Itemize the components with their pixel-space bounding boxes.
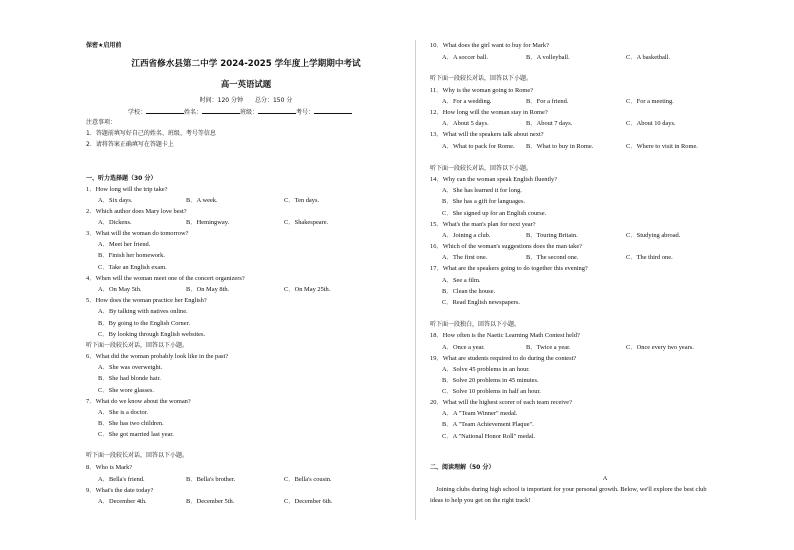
option-a[interactable]: A．A soccer ball. xyxy=(442,54,488,61)
option-c[interactable]: C．Once every two years. xyxy=(626,344,694,351)
option-b[interactable]: B．Finish her homework. xyxy=(98,252,165,259)
option-a[interactable]: A．A "Team Winner" medal. xyxy=(442,410,518,417)
option-b[interactable]: B．She has a gift for languages. xyxy=(442,198,526,205)
question-stem: 14．Why can the woman speak English fluently? xyxy=(430,176,558,183)
exam-title: 江西省修水县第二中学 2024-2025 学年度上学期期中考试 xyxy=(131,59,361,69)
option-c[interactable]: C．About 10 days. xyxy=(626,120,676,127)
option-b[interactable]: B．For a friend. xyxy=(526,98,569,105)
option-a[interactable]: A．Six days. xyxy=(98,197,133,204)
option-c[interactable]: C．Read English newspapers. xyxy=(442,299,520,306)
note-item: 1．答题前填写好自己的姓名、班级、考号等信息 xyxy=(86,130,216,137)
option-b[interactable]: B．She had blonde hair. xyxy=(98,375,161,382)
question-stem: 7．What do we know about the woman? xyxy=(86,398,191,405)
option-c[interactable]: C．Ten days. xyxy=(284,197,320,204)
option-a[interactable]: A．Solve 45 problems in an hour. xyxy=(442,366,530,373)
option-a[interactable]: A．Meet her friend. xyxy=(98,241,151,248)
option-c[interactable]: C．For a meeting. xyxy=(626,98,674,105)
option-a[interactable]: A．She is a doctor. xyxy=(98,409,149,416)
option-a[interactable]: A．Once a year. xyxy=(442,344,485,351)
option-a[interactable]: A．On May 5th. xyxy=(98,286,142,293)
option-a[interactable]: A．Dickens. xyxy=(98,219,132,226)
option-b[interactable]: B．Touring Britain. xyxy=(526,232,578,239)
option-b[interactable]: B．On May 8th. xyxy=(186,286,230,293)
class-field[interactable] xyxy=(258,107,296,114)
listening-instruction: 听下面一段较长对话，回答以下小题。 xyxy=(430,165,533,172)
option-c[interactable]: C．A basketball. xyxy=(626,54,671,61)
option-a[interactable]: A．See a film. xyxy=(442,277,481,284)
option-b[interactable]: B．Bella's brother. xyxy=(186,476,236,483)
question-stem: 1．How long will the trip take? xyxy=(86,186,168,193)
exam-subtitle: 高一英语试题 xyxy=(220,79,272,89)
option-a[interactable]: A．She was overweight. xyxy=(98,364,163,371)
question-stem: 20．What will the highest scorer of each team receive? xyxy=(430,399,572,406)
option-c[interactable]: C．Studying abroad. xyxy=(626,232,681,239)
question-stem: 4．When will the woman meet one of the concert organizers? xyxy=(86,275,245,282)
student-info-fields xyxy=(128,107,352,117)
option-c[interactable]: C．December 6th. xyxy=(284,498,333,505)
option-a[interactable]: A．The first one. xyxy=(442,254,488,261)
option-a[interactable]: A．What to pack for Rome. xyxy=(442,143,515,150)
option-c[interactable]: C．Bella's cousin. xyxy=(284,476,332,483)
question-stem: 2．Which author does Mary love best? xyxy=(86,208,187,215)
question-stem: 10．What does the girl want to buy for Mark? xyxy=(430,42,549,49)
question-stem: 12．How long will the woman stay in Rome? xyxy=(430,109,548,116)
question-stem: 6．What did the woman probably look like in the past? xyxy=(86,353,229,360)
option-a[interactable]: A．By talking with natives online. xyxy=(98,308,188,315)
question-stem: 17．What are the speakers going to do together this evening? xyxy=(430,265,588,272)
listening-instruction: 听下面一段较长对话，回答以下小题。 xyxy=(86,452,189,459)
name-label: 姓名： xyxy=(184,109,203,116)
school-field[interactable] xyxy=(146,107,184,114)
question-stem: 19．What are students required to do during the contest? xyxy=(430,355,577,362)
option-c[interactable]: C．The third one. xyxy=(626,254,673,261)
passage-line: Joining clubs during high school is important for your personal growth. Below, we'll explore the best club xyxy=(436,486,707,493)
question-stem: 5．How does the woman practice her English? xyxy=(86,297,207,304)
option-b[interactable]: B．The second one. xyxy=(526,254,579,261)
option-c[interactable]: C．She wore glasses. xyxy=(98,387,154,394)
name-field[interactable] xyxy=(202,107,240,114)
option-b[interactable]: B．Hemingway. xyxy=(186,219,230,226)
option-a[interactable]: A．Bella's friend. xyxy=(98,476,145,483)
notes-title: 注意事项： xyxy=(86,119,117,126)
option-c[interactable]: C．By looking through English websites. xyxy=(98,331,206,338)
option-c[interactable]: C．Where to visit in Rome. xyxy=(626,143,698,150)
column-divider xyxy=(415,40,416,520)
option-b[interactable]: B．A volleyball. xyxy=(526,54,570,61)
time-score: 时间：120 分钟 总分：150 分 xyxy=(199,97,293,104)
option-c[interactable]: C．She signed up for an English course. xyxy=(442,210,547,217)
option-c[interactable]: C．A "National Honor Roll" medal. xyxy=(442,433,536,440)
section-reading-title: 二、阅读理解（50 分） xyxy=(430,464,495,471)
option-b[interactable]: B．December 5th. xyxy=(186,498,235,505)
option-c[interactable]: C．She got married last year. xyxy=(98,431,174,438)
question-stem: 13．What will the speakers talk about next? xyxy=(430,131,544,138)
option-b[interactable]: B．What to buy in Rome. xyxy=(526,143,594,150)
listening-instruction: 听下面一段较长对话，回答以下小题。 xyxy=(430,75,533,82)
listening-instruction: 听下面一段独白，回答以下小题。 xyxy=(430,321,521,328)
option-b[interactable]: B．Solve 20 problems in 45 minutes. xyxy=(442,377,539,384)
section-listening-title: 一、听力选择题（30 分） xyxy=(86,175,157,182)
option-b[interactable]: B．Clean the house. xyxy=(442,288,496,295)
option-a[interactable]: A．She has learned it for long. xyxy=(442,187,522,194)
listening-instruction: 听下面一段较长对话，回答以下小题。 xyxy=(86,342,189,349)
class-label: 班级： xyxy=(240,109,259,116)
question-stem: 3．What will the woman do tomorrow? xyxy=(86,230,189,237)
option-c[interactable]: C．On May 25th. xyxy=(284,286,331,293)
question-stem: 15．What's the man's plan for next year? xyxy=(430,221,536,228)
option-a[interactable]: A．For a wedding. xyxy=(442,98,492,105)
option-b[interactable]: B．Twice a year. xyxy=(526,344,571,351)
question-stem: 9．What's the date today? xyxy=(86,487,154,494)
question-stem: 8．Who is Mark? xyxy=(86,464,133,471)
option-c[interactable]: C．Shakespeare. xyxy=(284,219,329,226)
option-a[interactable]: A．Joining a club. xyxy=(442,232,491,239)
secret-tag: 保密★启用前 xyxy=(86,42,122,49)
option-c[interactable]: C．Take an English exam. xyxy=(98,264,167,271)
question-stem: 16．Which of the woman's suggestions does the man take? xyxy=(430,243,583,250)
option-b[interactable]: B．By going to the English Corner. xyxy=(98,320,190,327)
option-a[interactable]: A．December 4th. xyxy=(98,498,147,505)
passage-letter: A xyxy=(602,475,608,482)
option-a[interactable]: A．About 5 days. xyxy=(442,120,489,127)
passage-line: ideas to help you get on the right track! xyxy=(430,497,531,504)
option-c[interactable]: C．Solve 10 problems in half an hour. xyxy=(442,388,541,395)
option-b[interactable]: B．About 7 days. xyxy=(526,120,573,127)
option-b[interactable]: B．A week. xyxy=(186,197,218,204)
option-b[interactable]: B．She has two children. xyxy=(98,420,164,427)
question-stem: 11．Why is the woman going to Rome? xyxy=(430,87,534,94)
number-label: 考号： xyxy=(296,109,315,116)
school-label: 学校： xyxy=(128,109,147,116)
option-b[interactable]: B．A "Team Achievement Plaque". xyxy=(442,421,534,428)
note-item: 2．请将答案正确填写在答题卡上 xyxy=(86,141,174,148)
number-field[interactable] xyxy=(314,107,352,114)
question-stem: 18．How often is the Naetic Learning Math Contest held? xyxy=(430,332,580,339)
